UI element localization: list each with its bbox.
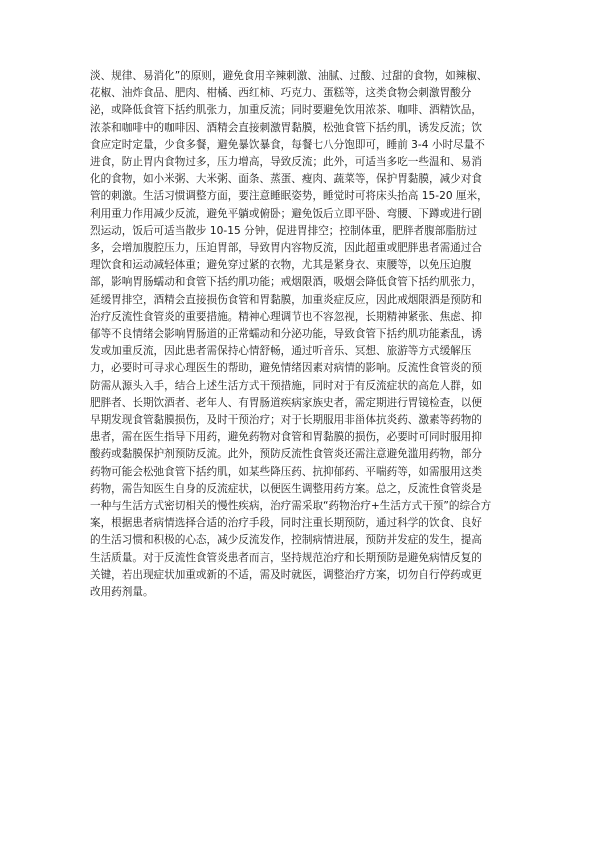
text-line: 患者，需在医生指导下用药，避免药物对食管和胃黏膜的损伤，必要时可同时服用抑 — [90, 431, 482, 444]
text-line: 关键，若出现症状加重或新的不适，需及时就医，调整治疗方案，切勿自行停药或更 — [90, 568, 482, 581]
text-line: 泌，或降低食管下括约肌张力，加重反流；同时要避免饮用浓茶、咖啡、酒精饮品， — [90, 104, 482, 117]
text-line: 部，影响胃肠蠕动和食管下括约肌功能；戒烟限酒，吸烟会降低食管下括约肌张力， — [90, 276, 482, 289]
text-line: 延缓胃排空，酒精会直接损伤食管和胃黏膜，加重炎症反应，因此戒烟限酒是预防和 — [90, 293, 482, 306]
text-line: 的生活习惯和积极的心态，减少反流发作，控制病情进展，预防并发症的发生，提高 — [90, 534, 482, 547]
text-line: 肥胖者、长期饮酒者、老年人、有胃肠道疾病家族史者，需定期进行胃镜检查，以便 — [90, 396, 482, 409]
text-line: 防需从源头入手，结合上述生活方式干预措施，同时对于有反流症状的高危人群，如 — [90, 379, 482, 392]
text-line: 郁等不良情绪会影响胃肠道的正常蠕动和分泌功能，导致食管下括约肌功能紊乱，诱 — [90, 328, 482, 341]
text-line: 化的食物，如小米粥、大米粥、面条、蒸蛋、瘦肉、蔬菜等，保护胃黏膜，减少对食 — [90, 173, 482, 186]
text-line: 生活质量。对于反流性食管炎患者而言，坚持规范治疗和长期预防是避免病情反复的 — [90, 551, 482, 564]
text-line: 浓茶和咖啡中的咖啡因、酒精会直接刺激胃黏膜，松弛食管下括约肌，诱发反流；饮 — [90, 121, 482, 134]
text-line: 理饮食和运动减轻体重；避免穿过紧的衣物，尤其是紧身衣、束腰等，以免压迫腹 — [90, 259, 472, 272]
text-line: 改用药剂量。 — [90, 586, 154, 599]
text-line: 一种与生活方式密切相关的慢性疾病，治疗需采取“药物治疗+生活方式干预”的综合方 — [90, 500, 492, 513]
text-line: 早期发现食管黏膜损伤，及时干预治疗；对于长期服用非甾体抗炎药、激素等药物的 — [90, 414, 482, 427]
text-line: 力，必要时可寻求心理医生的帮助，避免情绪因素对病情的影响。反流性食管炎的预 — [90, 362, 482, 375]
text-line: 淡、规律、易消化”的原则，避免食用辛辣刺激、油腻、过酸、过甜的食物，如辣椒、 — [90, 70, 488, 82]
text-line: 进食，防止胃内食物过多，压力增高，导致反流；此外，可适当多吃一些温和、易消 — [90, 156, 482, 169]
text-line: 食应定时定量，少食多餐，避免暴饮暴食，每餐七八分饱即可，睡前 3-4 小时尽量不 — [90, 138, 485, 151]
text-line: 多，会增加腹腔压力，压迫胃部，导致胃内容物反流，因此超重或肥胖患者需通过合 — [90, 242, 482, 255]
text-line: 药物可能会松弛食管下括约肌，如某些降压药、抗抑郁药、平喘药等，如需服用这类 — [90, 465, 482, 478]
text-line: 管的刺激。生活习惯调整方面，要注意睡眠姿势，睡觉时可将床头抬高 15-20 厘米， — [90, 190, 488, 203]
text-line: 案，根据患者病情选择合适的治疗手段，同时注重长期预防，通过科学的饮食、良好 — [90, 517, 482, 530]
text-line: 烈运动，饭后可适当散步 10-15 分钟，促进胃排空；控制体重，肥胖者腹部脂肪过 — [90, 224, 478, 237]
text-line: 发或加重反流，因此患者需保持心情舒畅，通过听音乐、冥想、旅游等方式缓解压 — [90, 345, 472, 358]
text-line: 花椒、油炸食品、肥肉、柑橘、西红柿、巧克力、蛋糕等，这类食物会刺激胃酸分 — [90, 87, 472, 100]
body-paragraph — [90, 68, 504, 601]
text-line: 利用重力作用减少反流，避免平躺或俯卧；避免饭后立即平卧、弯腰、下蹲或进行剧 — [90, 207, 482, 220]
text-line: 治疗反流性食管炎的重要措施。精神心理调节也不容忽视，长期精神紧张、焦虑、抑 — [90, 310, 482, 323]
text-line: 药物，需告知医生自身的反流症状，以便医生调整用药方案。总之，反流性食管炎是 — [90, 482, 482, 495]
text-line: 酸药或黏膜保护剂预防反流。此外，预防反流性食管炎还需注意避免滥用药物，部分 — [90, 448, 482, 461]
